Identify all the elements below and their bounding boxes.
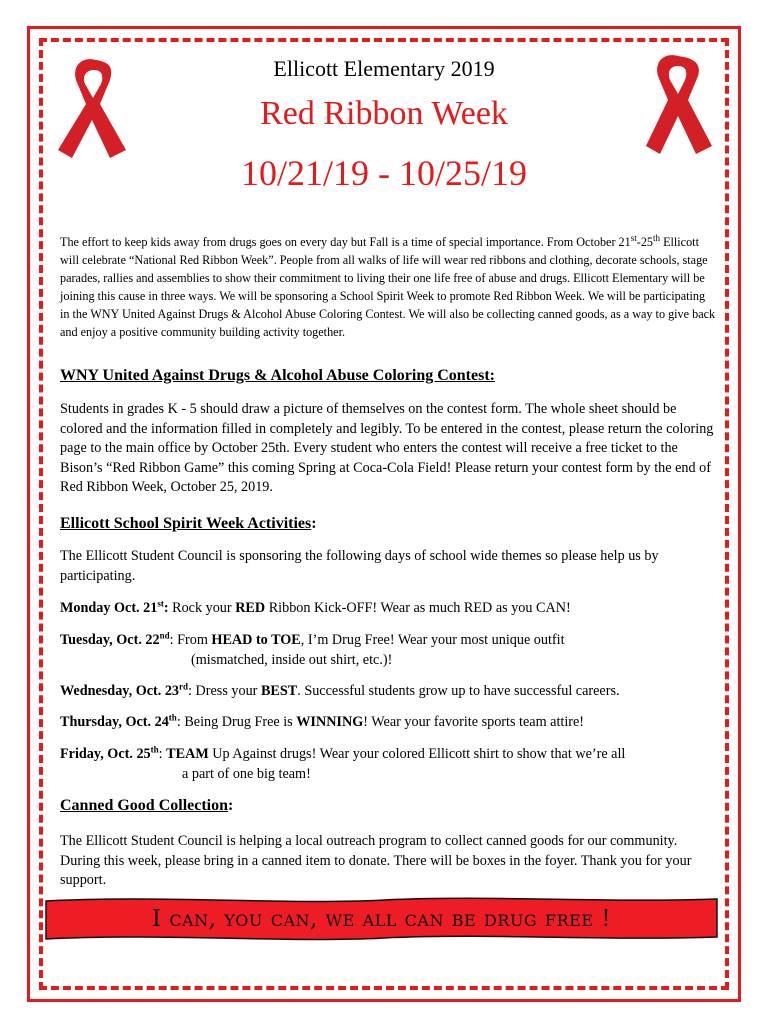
contest-heading: WNY United Against Drugs & Alcohol Abuse Coloring Contest: [60,367,495,384]
event-title: Red Ribbon Week [260,95,508,132]
intro-paragraph: The effort to keep kids away from drugs goes on every day but Fall is a time of special importance. From October 21st-25th Ellicott will celebrate “National Red Ribbon Week”. People from all walks of life will wear red ribbons and clothing, decorate schools, stage parades, rallies and assemblies to show their commitment to living their one life free of abuse and drugs. Ellicott Elementary will be joining this cause in three ways. We will be sponsoring a School Spirit Week to promote Red Ribbon Week. We will be participating in the WNY United Against Drugs & Alcohol Abuse Coloring Contest. We will also be collecting canned goods, as a way to give back and enjoy a positive community building activity together. [60,232,716,339]
spirit-heading: Ellicott School Spirit Week Activities [60,515,312,532]
day-tuesday: Tuesday, Oct. 22nd: From HEAD to TOE, I’m Drug Free! Wear your most unique outfit (mismatched, inside out shirt, etc.)! [60,630,565,668]
canned-heading: Canned Good Collection [60,797,229,814]
event-dates: 10/21/19 - 10/25/19 [241,153,527,193]
spirit-heading-wrap: Ellicott School Spirit Week Activities: [60,515,317,532]
day-monday: Monday Oct. 21st: Rock your RED Ribbon Kick-OFF! Wear as much RED as you CAN! [60,598,571,616]
day-thursday: Thursday, Oct. 24th: Being Drug Free is WINNING! Wear your favorite sports team attire! [60,712,585,730]
spirit-intro: The Ellicott Student Council is sponsoring the following days of school wide themes so please help us by participating. [60,548,659,584]
school-title: Ellicott Elementary 2019 [273,56,495,81]
day-wednesday: Wednesday, Oct. 23rd: Dress your BEST. Successful students grow up to have successful careers. [60,681,620,699]
canned-paragraph: The Ellicott Student Council is helping a local outreach program to collect canned goods for our community. During this week, please bring in a canned item to donate. There will be boxes in the foyer. Thank you for your support. [60,833,692,888]
banner-slogan: I can, you can, we all can be drug free ! [151,906,612,932]
day-friday: Friday, Oct. 25th: TEAM Up Against drugs! Wear your colored Ellicott shirt to show that we’re all a part of one big team! [60,744,626,782]
canned-heading-wrap: Canned Good Collection: [60,797,234,814]
contest-paragraph: Students in grades K - 5 should draw a picture of themselves on the contest form. The whole sheet should be colored and the information filled in completely and legibly. To be entered in the contest, please return the coloring page to the main office by October 25th. Every student who enters the contest will receive a free ticket to the Bison’s “Red Ribbon Game” this coming Spring at Coca-Cola Field! Please return your contest form by the end of Red Ribbon Week, October 25, 2019. [60,401,714,495]
